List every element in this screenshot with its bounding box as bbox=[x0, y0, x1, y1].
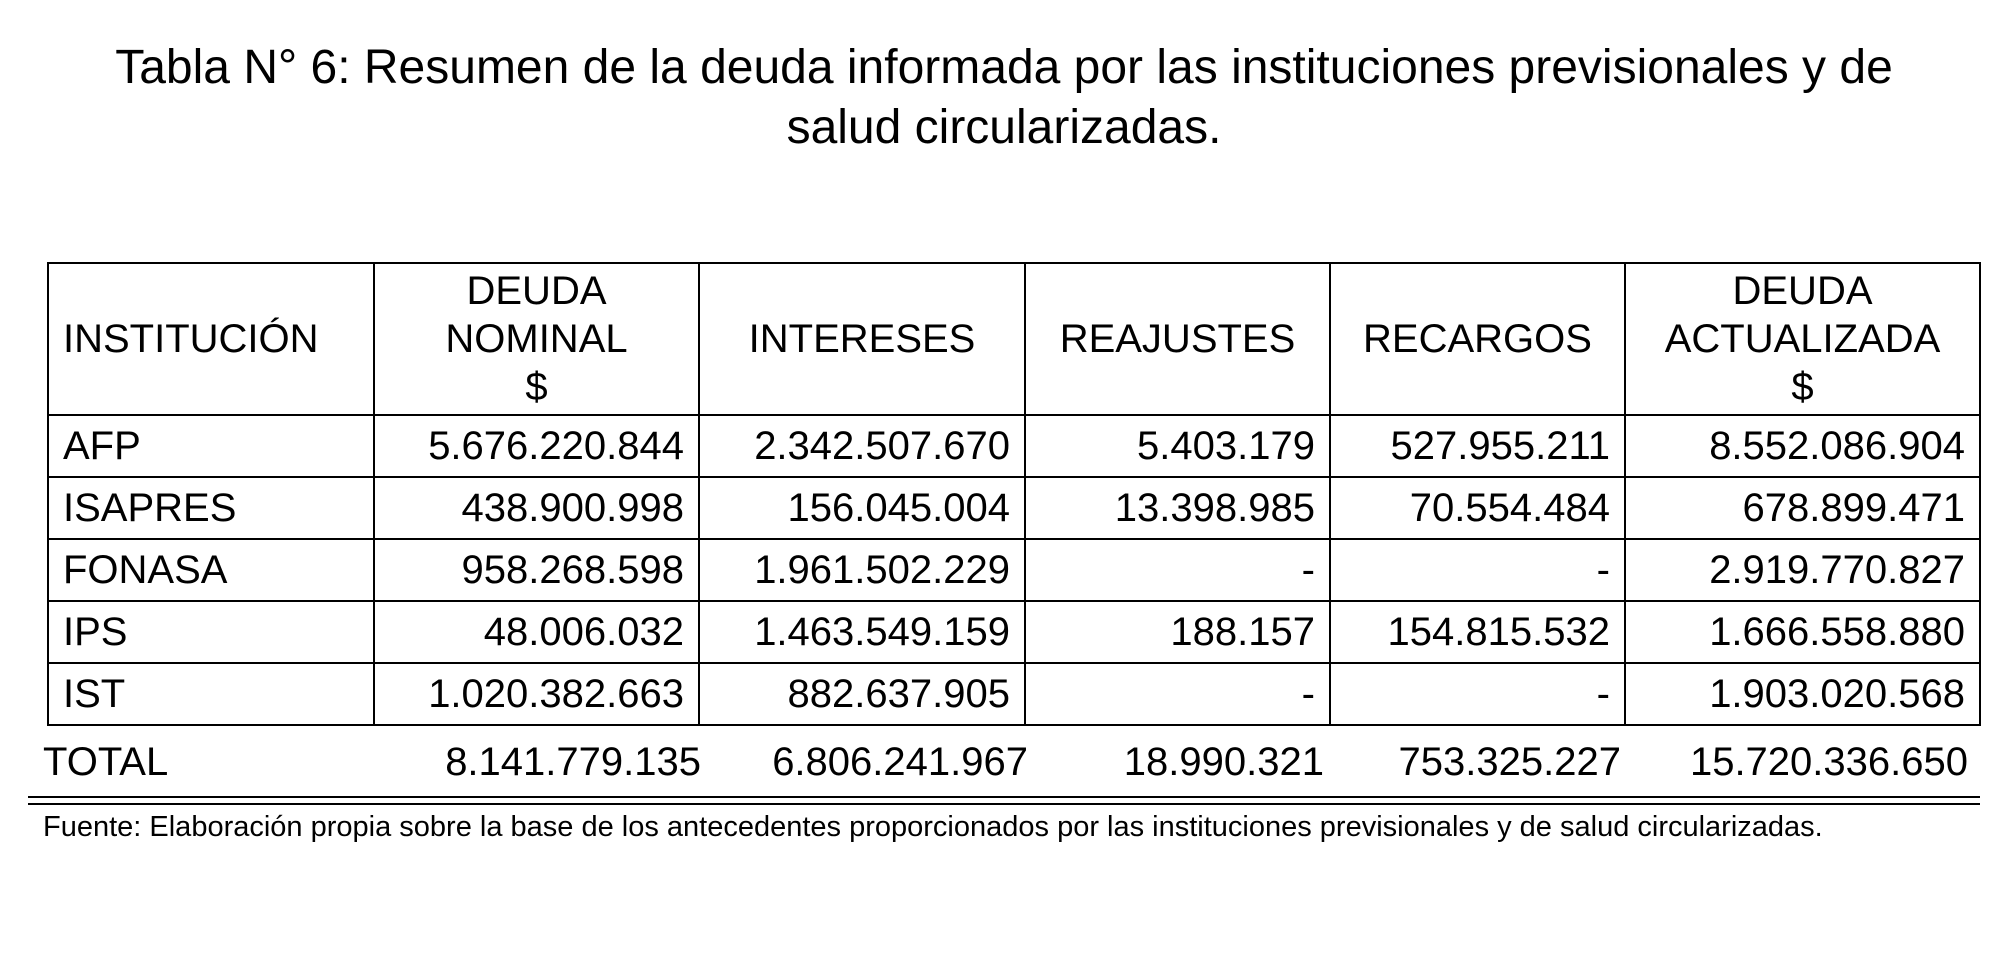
cell-intereses: 1.961.502.229 bbox=[699, 539, 1025, 601]
total-deuda-actualizada: 15.720.336.650 bbox=[1689, 740, 1968, 784]
cell-recargos: - bbox=[1330, 663, 1625, 725]
header-text: NOMINAL bbox=[445, 317, 628, 361]
cell-institucion: FONASA bbox=[48, 539, 374, 601]
table-title-line-2: salud circularizadas. bbox=[786, 101, 1222, 154]
header-text: $ bbox=[525, 365, 548, 409]
header-row bbox=[48, 263, 1980, 415]
header-reajustes bbox=[1025, 263, 1330, 415]
total-double-rule-top bbox=[28, 796, 1980, 798]
header-recargos bbox=[1330, 263, 1625, 415]
cell-institucion: AFP bbox=[48, 415, 374, 477]
header-text: INTERESES bbox=[748, 317, 976, 361]
cell-intereses: 882.637.905 bbox=[699, 663, 1025, 725]
cell-deuda-actualizada: 8.552.086.904 bbox=[1625, 415, 1980, 477]
total-double-rule-bottom bbox=[28, 803, 1980, 805]
cell-recargos: 154.815.532 bbox=[1330, 601, 1625, 663]
table-row bbox=[48, 601, 1980, 663]
total-recargos: 753.325.227 bbox=[1398, 740, 1621, 784]
cell-intereses: 1.463.549.159 bbox=[699, 601, 1025, 663]
cell-reajustes: - bbox=[1025, 539, 1330, 601]
total-intereses: 6.806.241.967 bbox=[772, 740, 1028, 784]
cell-deuda-nominal: 5.676.220.844 bbox=[374, 415, 699, 477]
total-label: TOTAL bbox=[43, 740, 169, 784]
cell-recargos: - bbox=[1330, 539, 1625, 601]
table-row bbox=[48, 477, 1980, 539]
cell-reajustes: - bbox=[1025, 663, 1330, 725]
cell-reajustes: 188.157 bbox=[1025, 601, 1330, 663]
cell-deuda-actualizada: 1.666.558.880 bbox=[1625, 601, 1980, 663]
cell-deuda-nominal: 48.006.032 bbox=[374, 601, 699, 663]
table-row bbox=[48, 539, 1980, 601]
header-deuda-actualizada bbox=[1625, 263, 1980, 415]
table-row bbox=[48, 663, 1980, 725]
cell-institucion: ISAPRES bbox=[48, 477, 374, 539]
cell-deuda-nominal: 1.020.382.663 bbox=[374, 663, 699, 725]
cell-deuda-actualizada: 2.919.770.827 bbox=[1625, 539, 1980, 601]
header-text: REAJUSTES bbox=[1059, 317, 1296, 361]
total-reajustes: 18.990.321 bbox=[1123, 740, 1324, 784]
cell-deuda-actualizada: 1.903.020.568 bbox=[1625, 663, 1980, 725]
source-note: Fuente: Elaboración propia sobre la base de los antecedentes proporcionados por las instituciones previsionales y de salud circularizadas. bbox=[43, 811, 1823, 843]
table-title bbox=[40, 38, 1968, 158]
cell-deuda-nominal: 958.268.598 bbox=[374, 539, 699, 601]
cell-deuda-nominal: 438.900.998 bbox=[374, 477, 699, 539]
cell-deuda-actualizada: 678.899.471 bbox=[1625, 477, 1980, 539]
cell-recargos: 527.955.211 bbox=[1330, 415, 1625, 477]
header-text: $ bbox=[1791, 365, 1814, 409]
cell-reajustes: 13.398.985 bbox=[1025, 477, 1330, 539]
header-text: ACTUALIZADA bbox=[1664, 317, 1941, 361]
header-text: INSTITUCIÓN bbox=[63, 317, 319, 361]
header-deuda-nominal bbox=[374, 263, 699, 415]
table-title-line-1: Tabla N° 6: Resumen de la deuda informada por las instituciones previsionales y de bbox=[115, 41, 1893, 94]
table-row bbox=[48, 415, 1980, 477]
header-text: DEUDA bbox=[1732, 269, 1873, 313]
header-text: RECARGOS bbox=[1363, 317, 1592, 361]
header-institucion bbox=[48, 263, 374, 415]
cell-intereses: 2.342.507.670 bbox=[699, 415, 1025, 477]
debt-summary-table bbox=[47, 262, 1981, 726]
cell-institucion: IST bbox=[48, 663, 374, 725]
cell-recargos: 70.554.484 bbox=[1330, 477, 1625, 539]
total-deuda-nominal: 8.141.779.135 bbox=[445, 740, 701, 784]
total-row bbox=[30, 732, 1978, 792]
header-text: DEUDA bbox=[466, 269, 607, 313]
cell-reajustes: 5.403.179 bbox=[1025, 415, 1330, 477]
cell-intereses: 156.045.004 bbox=[699, 477, 1025, 539]
cell-institucion: IPS bbox=[48, 601, 374, 663]
header-intereses bbox=[699, 263, 1025, 415]
